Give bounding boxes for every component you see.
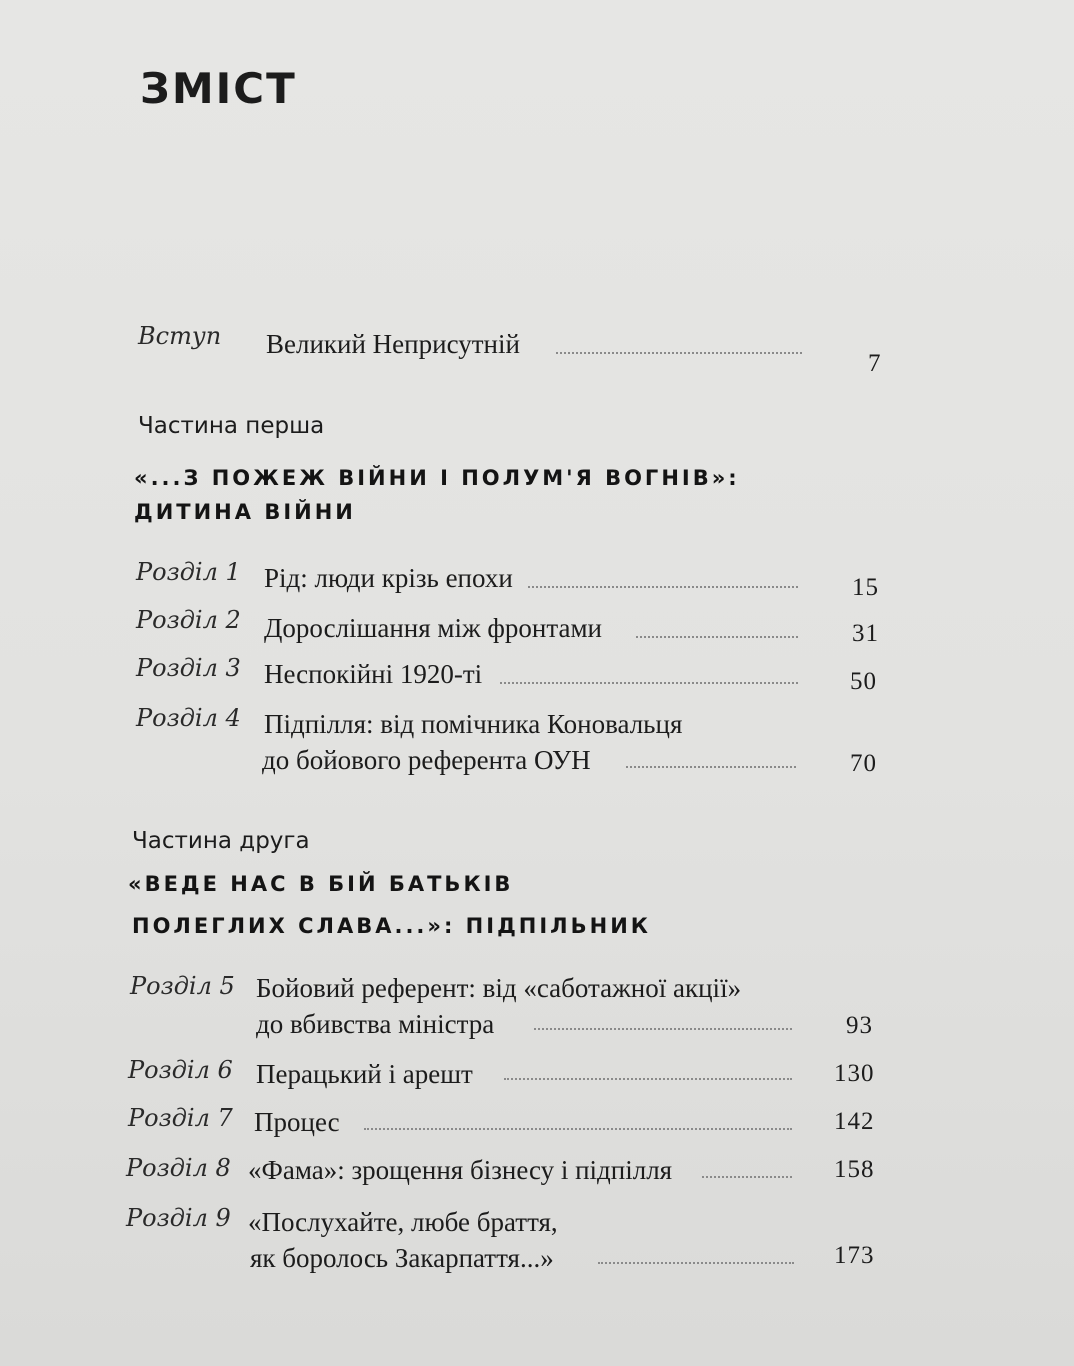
page-number: 70 [850, 750, 877, 777]
entry-title: Рід: люди крізь епохи [264, 563, 513, 593]
entry-label: Розділ 2 [136, 606, 241, 634]
entry-label: Вступ [138, 322, 222, 350]
entry-title: Процес [254, 1107, 340, 1137]
entry-label: Розділ 5 [130, 972, 235, 1000]
part-heading: ДИТИНА ВІЙНИ [134, 500, 356, 524]
entry-title-continued: до вбивства міністра [256, 1009, 495, 1039]
page-number: 7 [868, 350, 882, 377]
page-number: 50 [850, 668, 877, 695]
entry-label: Розділ 3 [136, 654, 241, 682]
entry-title: Дорослішання між фронтами [264, 613, 602, 643]
part-label: Частина перша [138, 413, 325, 439]
entry-label: Розділ 8 [126, 1154, 231, 1182]
page-number: 142 [834, 1108, 875, 1135]
entry-title: «Фама»: зрощення бізнесу і підпілля [248, 1155, 673, 1185]
part-heading: ПОЛЕГЛИХ СЛАВА...»: ПІДПІЛЬНИК [132, 914, 651, 938]
dot-leader [636, 636, 798, 638]
entry-title-continued: як боролось Закарпаття...» [250, 1243, 554, 1273]
part-label: Частина друга [132, 828, 310, 854]
dot-leader [500, 682, 798, 684]
entry-title: «Послухайте, любе браття, [248, 1207, 558, 1237]
dot-leader [626, 766, 796, 768]
part-heading: «ВЕДЕ НАС В БІЙ БАТЬКІВ [128, 872, 514, 896]
entry-label: Розділ 4 [136, 704, 241, 732]
dot-leader [528, 586, 798, 588]
entry-label: Розділ 1 [136, 558, 241, 586]
entry-title: Підпілля: від помічника Коновальця [264, 709, 683, 739]
dot-leader [556, 352, 802, 354]
dot-leader [504, 1078, 792, 1080]
page-title: ЗМІСТ [140, 64, 297, 113]
dot-leader [364, 1128, 792, 1130]
page-number: 93 [846, 1012, 873, 1039]
entry-title: Великий Неприсутній [266, 329, 520, 359]
entry-label: Розділ 9 [126, 1204, 231, 1232]
dot-leader [534, 1028, 792, 1030]
page-number: 15 [852, 574, 879, 601]
entry-label: Розділ 7 [128, 1104, 233, 1132]
page-number: 173 [834, 1242, 875, 1269]
entry-label: Розділ 6 [128, 1056, 233, 1084]
entry-title-continued: до бойового референта ОУН [262, 745, 591, 775]
dot-leader [598, 1262, 794, 1264]
dot-leader [702, 1176, 792, 1178]
entry-title: Неспокійні 1920-ті [264, 659, 483, 689]
entry-title: Перацький і арешт [256, 1059, 473, 1089]
page-number: 158 [834, 1156, 875, 1183]
part-heading: «...З ПОЖЕЖ ВІЙНИ І ПОЛУМ'Я ВОГНІВ»: [134, 466, 740, 490]
page-number: 130 [834, 1060, 875, 1087]
page-number: 31 [852, 620, 879, 647]
entry-title: Бойовий референт: від «саботажної акції» [256, 973, 742, 1003]
